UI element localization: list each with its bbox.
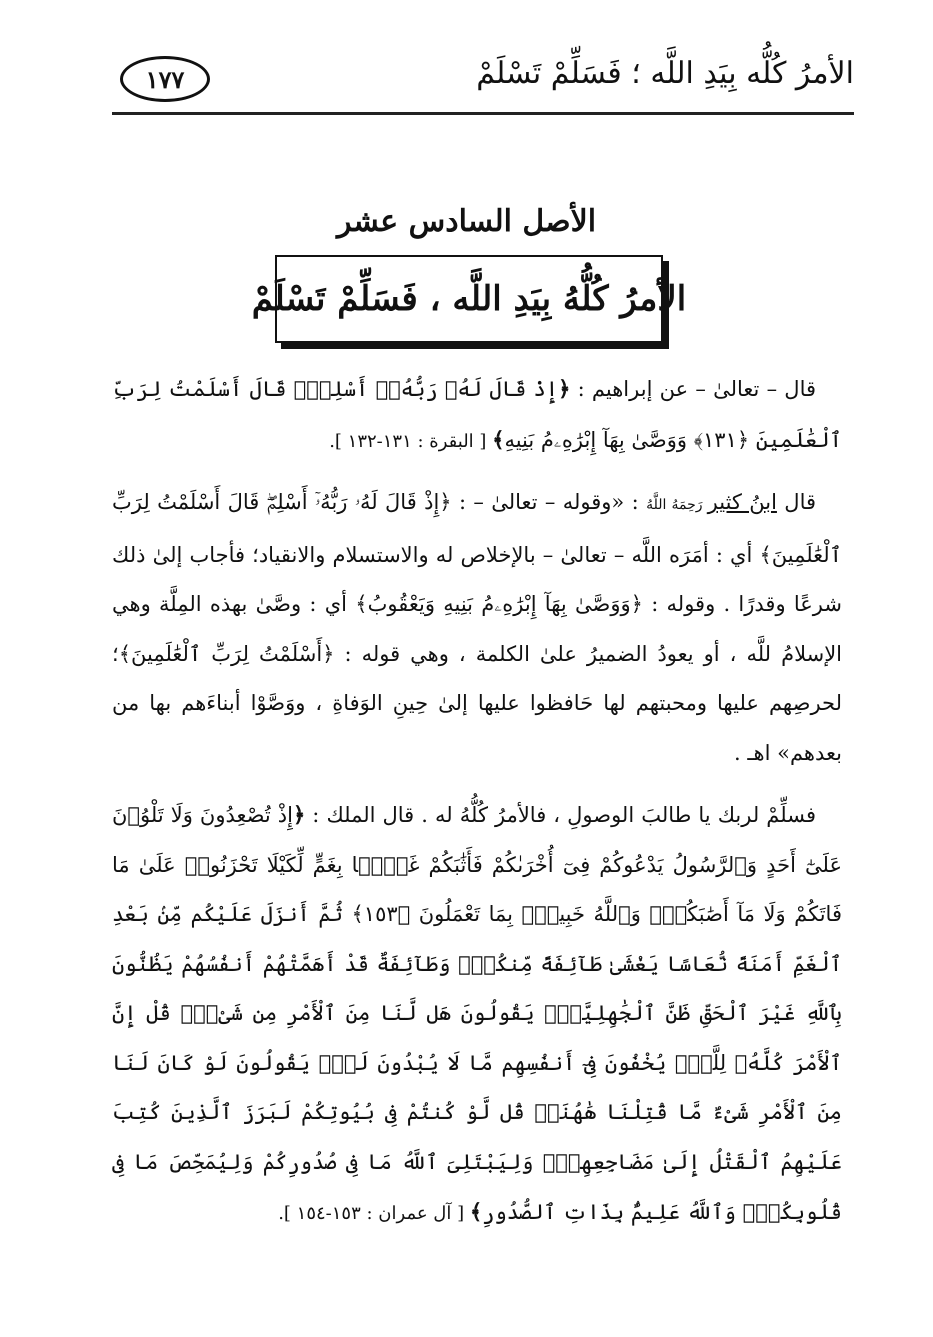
ornate-open-bracket: ﴿ <box>292 802 306 827</box>
running-title: الأمرُ كُلُّه بِيَدِ اللَّه ؛ فَسَلِّمْ تَسْلَمْ <box>476 56 854 91</box>
paragraph-2 <box>112 478 842 778</box>
author-name: ابنُ كثير <box>707 490 777 514</box>
paragraph-2-text-3: أي : وصَّىٰ بهذه المِلَّة وهي الإسلامُ للَّه ، أو يعودُ الضميرُ علىٰ الكلمة ، وهي قوله : <box>112 592 843 666</box>
paragraph-1 <box>112 364 842 466</box>
boxed-title: الأمرُ كُلُّهُ بِيَدِ اللَّه ، فَسَلِّمْ تَسْلَمْ <box>251 279 687 319</box>
body-text <box>112 364 842 1251</box>
paragraph-2-text-1: : «وقوله – تعالىٰ – : <box>451 490 647 514</box>
page-number-badge: ١٧٧ <box>120 56 210 102</box>
quran-verse-baqarah: إِذْ قَالَ لَهُۥ رَبُّهُۥٓ أَسْلِمْۖ قَالَ أَسْلَمْتُ لِرَبِّ ٱلْعَٰلَمِينَ ﴿١٣١﴾ وَوَصَّىٰ بِهَآ إِبْرَٰهِۦمُ بَنِيهِ <box>112 377 842 452</box>
quote-verse-3: ﴿أَسْلَمْتُ لِرَبِّ ٱلْعَٰلَمِينَ﴾ <box>118 641 335 666</box>
ornate-open-bracket: ﴿ <box>558 376 571 401</box>
paragraph-3-intro: فسلِّمْ لربك يا طالبَ الوصولِ ، فالأمرُ كُلُّهُ له . قال الملك : <box>305 803 817 827</box>
quote-verse-1: ﴿إِذْ قَالَ لَهُۥ رَبُّهُۥٓ أَسْلِمْۖ قَالَ أَسْلَمْتُ لِرَبِّ ٱلْعَٰلَمِينَ﴾ <box>112 490 842 567</box>
quote-verse-2: ﴿وَوَصَّىٰ بِهَآ إِبْرَٰهِۦمُ بَنِيهِ وَيَعْقُوبُ﴾ <box>355 592 643 616</box>
verse-reference-al-imran: [ آل عمران : ١٥٣-١٥٤ ]. <box>278 1203 470 1224</box>
verse-reference-baqarah: [ البقرة : ١٣١-١٣٢ ]. <box>329 430 493 452</box>
running-header <box>112 50 854 115</box>
boxed-title-frame <box>251 255 687 343</box>
ornate-close-bracket: ﴾ <box>469 1199 483 1224</box>
paragraph-2-text-4: ؛ لحرصِهم عليها ومحبتهم لها حَافظوا عليها إلىٰ حِينِ الوَفاةِ ، ووَصَّوْا أبناءَهم بها من بعدهم» اهـ . <box>112 641 842 765</box>
paragraph-2-text-2: أي : أمَرَه اللَّه – تعالىٰ – بالإخلاص له والاستسلام والانقياد؛ فأجاب إلىٰ ذلك شرعًا وقدرًا . وقوله : <box>112 542 842 616</box>
quran-verse-al-imran: إِذْ تُصْعِدُونَ وَلَا تَلْوُۥنَ عَلَىٰٓ أَحَدٍ وَٱلرَّسُولُ يَدْعُوكُمْ فِىٓ أُخْرَىٰكُمْ فَأَثَٰبَكُمْ غَمًّۢا بِغَمٍّ لِّكَيْلَا تَحْزَنُوا۟ عَلَىٰ مَا فَاتَكُمْ وَلَا مَآ أَصَٰبَكُمْۗ وَٱللَّهُ خَبِيرٌۢ بِمَا تَعْمَلُونَ ﴿١٥٣﴾ ثُمَّ أَنزَلَ عَلَيْكُم مِّنۢ بَعْدِ ٱلْغَمِّ أَمَنَةً نُّعَاسًا يَغْشَىٰ طَآئِفَةً مِّنكُمْۖ وَطَآئِفَةٌ قَدْ أَهَمَّتْهُمْ أَنفُسُهُمْ يَظُنُّونَ بِٱللَّهِ غَيْرَ ٱلْحَقِّ ظَنَّ ٱلْجَٰهِلِيَّةِۖ يَقُولُونَ هَل لَّنَا مِنَ ٱلْأَمْرِ مِن شَىْءٍۗ قُلْ إِنَّ ٱلْأَمْرَ كُلَّهُۥ لِلَّهِۗ يُخْفُونَ فِىٓ أَنفُسِهِم مَّا لَا يُبْدُونَ لَكَۖ يَقُولُونَ لَوْ كَانَ لَنَا مِنَ ٱلْأَمْرِ شَىْءٌ مَّا قُتِلْنَا هَٰهُنَاۗ قُل لَّوْ كُنتُمْ فِى بُيُوتِكُمْ لَبَرَزَ ٱلَّذِينَ كُتِبَ عَلَيْهِمُ ٱلْقَتْلُ إِلَىٰ مَضَاجِعِهِمْۖ وَلِيَبْتَلِىَ ٱللَّهُ مَا فِى صُدُورِكُمْ وَلِيُمَحِّصَ مَا فِى قُلُوبِكُمْۗ وَٱللَّهُ عَلِيمٌۢ بِذَاتِ ٱلصُّدُورِ <box>112 803 842 1224</box>
ornate-close-bracket: ﴾ <box>492 426 505 452</box>
paragraph-2-lead: قال <box>776 490 817 514</box>
paragraph-1-intro: قال – تعالىٰ – عن إبراهيم : <box>570 377 817 401</box>
paragraph-3 <box>112 790 842 1239</box>
section-heading: الأصل السادس عشر <box>336 204 597 239</box>
honorific: رَحِمَهُ اللَّهُ <box>646 497 708 513</box>
